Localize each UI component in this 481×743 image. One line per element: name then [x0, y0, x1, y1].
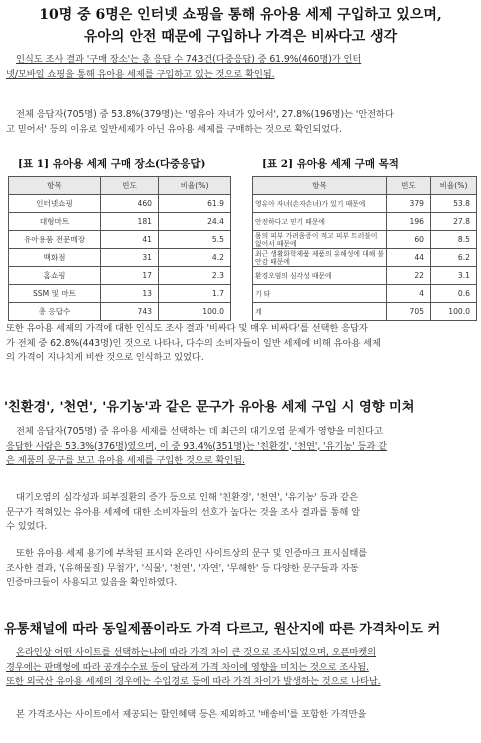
text-line: 조사한 결과, '(유해물질) 무첨가', '식물', '천연', '자연', '무해한' 등 다양한 문구들과 자동 — [6, 562, 359, 574]
paragraph-label-survey — [6, 547, 476, 591]
page-title — [0, 4, 481, 48]
table-cell: 5.5 — [159, 231, 231, 249]
table-row — [9, 213, 231, 231]
text-line: 의 가격이 지나치게 비싼 것으로 인식하고 있었다. — [6, 352, 204, 363]
table-row — [253, 231, 477, 249]
table-header-cell: 항목 — [9, 177, 101, 195]
table-row — [253, 249, 477, 267]
table-header-cell: 빈도 — [387, 177, 431, 195]
text-line: 인식도 조사 결과 '구매 장소'는 총 응답 수 743건(다중응답) 중 61.9%(460명)가 인터 — [16, 54, 362, 65]
paragraph-price-perception — [6, 322, 476, 366]
table-row — [9, 267, 231, 285]
table-header-cell: 비율(%) — [159, 177, 231, 195]
table-cell: 17 — [101, 267, 159, 285]
text-line: 넷/모바일 쇼핑을 통해 유아용 세제를 구입하고 있는 것으로 확인됨. — [6, 68, 275, 80]
text-line: 수 있었다. — [6, 521, 48, 532]
table-cell: 안전하다고 믿기 때문에 — [253, 213, 387, 231]
table-cell: 61.9 — [159, 195, 231, 213]
table-cell: 0.6 — [431, 285, 477, 303]
table-cell: 44 — [387, 249, 431, 267]
text-line: 또한 외국산 유아용 세제의 경우에는 수입경로 등에 따라 가격 차이가 발생하는 것으로 나타남. — [6, 676, 381, 687]
table-row — [253, 267, 477, 285]
text-line: 문구가 적혀있는 유아용 세제에 대한 소비자들의 선호가 높다는 것을 조사 결과를 통해 알 — [6, 506, 360, 518]
table-cell: 기 타 — [253, 285, 387, 303]
text-line: 은 제품의 문구를 보고 유아용 세제를 구입한 것으로 확인됨. — [6, 455, 245, 466]
table-header-cell: 빈도 — [101, 177, 159, 195]
table-header-cell: 비율(%) — [431, 177, 477, 195]
table-cell: 백화점 — [9, 249, 101, 267]
table-cell: 22 — [387, 267, 431, 285]
table-cell: 31 — [101, 249, 159, 267]
table-cell: 379 — [387, 195, 431, 213]
text-line: 경우에는 판매형에 따라 공개수수료 등이 달라져 가격 차이에 영향을 미치는 것으로 조사됨. — [6, 661, 369, 673]
paragraph-purchase-reason — [6, 108, 476, 137]
table-cell: 460 — [101, 195, 159, 213]
table-row — [253, 213, 477, 231]
table-cell: 100.0 — [159, 303, 231, 321]
purchase-purpose-table — [252, 176, 477, 321]
text-line: 본 가격조사는 사이트에서 제공되는 할인혜택 등은 제외하고 '배송비'를 포함한 가격만을 — [16, 709, 367, 720]
table-cell: 1.7 — [159, 285, 231, 303]
table-cell: 4 — [387, 285, 431, 303]
table-cell: 4.2 — [159, 249, 231, 267]
table-cell: 13 — [101, 285, 159, 303]
section-heading-price-difference: 유통채널에 따라 동일제품이라도 가격 다르고, 원산지에 따른 가격차이도 커 — [4, 622, 441, 637]
text-line: 가 전체 중 62.8%(443명)인 것으로 나타나, 다수의 소비자들이 일반 세제에 비해 유아용 세제 — [6, 337, 381, 349]
paragraph-purchase-place — [6, 53, 476, 82]
text-line: 응답한 사람은 53.3%(376명)였으며, 이 중 93.4%(351명)는 '친환경', '천연', '유기농' 등과 같 — [6, 440, 387, 452]
paragraph-consumer-preference — [6, 491, 476, 535]
paragraph-channel-price — [6, 646, 476, 690]
table-cell: 6.2 — [431, 249, 477, 267]
table-cell: 총 응답수 — [9, 303, 101, 321]
text-line: 또한 유아용 세제의 가격에 대한 인식도 조사 결과 '비싸다 및 매우 비싸다'를 선택한 응답자 — [6, 323, 368, 334]
table-cell: 181 — [101, 213, 159, 231]
table-row — [253, 303, 477, 321]
table-cell: 홈쇼핑 — [9, 267, 101, 285]
table-header-row — [253, 177, 477, 195]
table-cell: 계 — [253, 303, 387, 321]
section-heading-eco-labels: '친환경', '천연', '유기농'과 같은 문구가 유아용 세제 구입 시 영향 미쳐 — [4, 400, 415, 415]
table-row — [9, 303, 231, 321]
paragraph-price-survey — [6, 708, 476, 723]
table-cell: 196 — [387, 213, 431, 231]
text-line: 고 믿어서' 등의 이유로 일반세제가 아닌 유아용 세제를 구매하는 것으로 확인되었다. — [6, 123, 342, 135]
table-row — [9, 249, 231, 267]
table-row — [9, 231, 231, 249]
title-line-1: 10명 중 6명은 인터넷 쇼핑을 통해 유아용 세제 구입하고 있으며, — [39, 7, 442, 23]
text-line: 인증마크들이 사용되고 있음을 확인하였다. — [6, 577, 178, 588]
text-line: 전체 응답자(705명) 중 유아용 세제를 선택하는 데 최근의 대기오염 문제가 영향을 미친다고 — [16, 426, 383, 437]
table-cell: 대형마트 — [9, 213, 101, 231]
table-cell: 3.1 — [431, 267, 477, 285]
table-cell: 743 — [101, 303, 159, 321]
purchase-place-table — [8, 176, 231, 321]
table-row — [253, 195, 477, 213]
table-cell: 환경오염의 심각성 때문에 — [253, 267, 387, 285]
text-line: 전체 응답자(705명) 중 53.8%(379명)는 '영유아 자녀가 있어서', 27.8%(196명)는 '안전하다 — [16, 109, 394, 120]
table-cell: 100.0 — [431, 303, 477, 321]
table2-caption: [표 2] 유아용 세제 구매 목적 — [262, 158, 399, 170]
table-cell: 몸의 피부 가려움증이 적고 피부 트러블이 없어서 때문에 — [253, 231, 387, 249]
table-cell: 2.3 — [159, 267, 231, 285]
table-cell: 27.8 — [431, 213, 477, 231]
text-line: 온라인상 어떤 사이트를 선택하는냐에 따라 가격 차이 큰 것으로 조사되었으며, 오픈마켓의 — [16, 647, 376, 658]
table-cell: 유아용품 전문매장 — [9, 231, 101, 249]
table1-caption: [표 1] 유아용 세제 구매 장소(다중응답) — [18, 158, 206, 170]
table-cell: 최근 생활화학제품 제품의 유해성에 대해 불안감 때문에 — [253, 249, 387, 267]
table-row — [9, 195, 231, 213]
table-cell: 41 — [101, 231, 159, 249]
table-header-cell: 항목 — [253, 177, 387, 195]
table-cell: 영유아 자녀(손자손녀)가 있기 때문에 — [253, 195, 387, 213]
table-cell: 60 — [387, 231, 431, 249]
table-cell: SSM 및 마트 — [9, 285, 101, 303]
table-cell: 인터넷쇼핑 — [9, 195, 101, 213]
text-line: 대기오염의 심각성과 피부질환의 증가 등으로 인해 '친환경', '천연', '유기농' 등과 같은 — [16, 492, 359, 503]
table-cell: 24.4 — [159, 213, 231, 231]
table-row — [9, 285, 231, 303]
paragraph-air-pollution — [6, 425, 476, 469]
table-cell: 705 — [387, 303, 431, 321]
table-header-row — [9, 177, 231, 195]
table-row — [253, 285, 477, 303]
title-line-2: 유아의 안전 때문에 구입하나 가격은 비싸다고 생각 — [83, 29, 398, 45]
table-cell: 8.5 — [431, 231, 477, 249]
text-line: 또한 유아용 세제 용기에 부착된 표시와 온라인 사이트상의 문구 및 인증마크 표시실태를 — [16, 548, 368, 559]
table-cell: 53.8 — [431, 195, 477, 213]
